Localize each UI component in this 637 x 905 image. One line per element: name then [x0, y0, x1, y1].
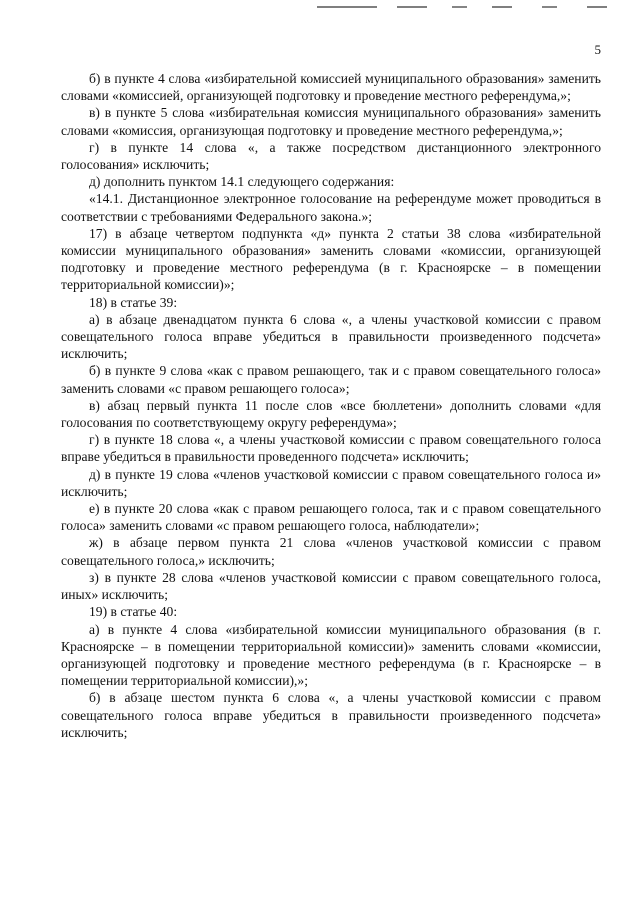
paragraph: д) в пункте 19 слова «членов участковой комиссии с правом совещательного голоса и» исключить; — [61, 466, 601, 499]
scan-edge-marks — [317, 4, 617, 10]
paragraph: ж) в абзаце первом пункта 21 слова «членов участковой комиссии с правом совещательного голоса,» исключить; — [61, 535, 601, 568]
paragraph: 19) в статье 40: — [89, 604, 178, 620]
paragraph: в) абзац первый пункта 11 после слов «все бюллетени» дополнить словами «для голосования по соответствующему округу референдума»; — [61, 397, 601, 431]
paragraph: б) в абзаце шестом пункта 6 слова «, а члены участковой комиссии с правом совещательного голоса вправе убедиться в правильности произведенного подсчета» исключить; — [61, 690, 601, 740]
paragraph: е) в пункте 20 слова «как с правом решающего голоса, так и с правом совещательного голоса» заменить словами «с правом решающего голоса, наблюдатели»; — [61, 501, 601, 534]
paragraph: а) в пункте 4 слова «избирательной комиссии муниципального образования (в г. Красноярске – в помещении территориальной комиссии)» заменить словами «комиссии, организующей подготовку и проведение местного референдума (в г. Красноярске – в помещении территориальной комиссии),»; — [61, 621, 601, 689]
paragraph: 18) в статье 39: — [89, 294, 178, 310]
paragraph: д) дополнить пунктом 14.1 следующего содержания: — [89, 174, 395, 190]
paragraph: а) в абзаце двенадцатом пункта 6 слова «, а члены участковой комиссии с правом совещательного голоса вправе убедиться в правильности произведенного подсчета» исключить; — [61, 311, 601, 362]
paragraph: б) в пункте 9 слова «как с правом решающего, так и с правом совещательного голоса» заменить словами «с правом решающего голоса»; — [61, 363, 601, 396]
page-number: 5 — [594, 42, 601, 57]
paragraph: в) в пункте 5 слова «избирательная комиссия муниципального образования» заменить словами «комиссия, организующая подготовку и проведение местного референдума,»; — [61, 105, 601, 138]
paragraph: «14.1. Дистанционное электронное голосование на референдуме может проводиться в соответствии с требованиями Федерального закона.»; — [61, 191, 601, 224]
paragraph: б) в пункте 4 слова «избирательной комиссией муниципального образования» заменить словами «комиссией, организующей подготовку и проведение местного референдума,»; — [61, 71, 601, 104]
document-body — [61, 70, 601, 741]
paragraph: з) в пункте 28 слова «членов участковой комиссии с правом совещательного голоса, иных» исключить; — [61, 569, 601, 603]
paragraph: г) в пункте 14 слова «, а также посредством дистанционного электронного голосования» исключить; — [61, 139, 601, 173]
paragraph: 17) в абзаце четвертом подпункта «д» пункта 2 статьи 38 слова «избирательной комиссии муниципального образования» заменить словами «комиссии, организующей подготовку и проведение местного референдума (в г. Красноярске – в помещении территориальной комиссии)»; — [61, 225, 601, 293]
paragraph: г) в пункте 18 слова «, а члены участковой комиссии с правом совещательного голоса вправе убедиться в правильности проведенного подсчета» исключить; — [61, 432, 601, 465]
